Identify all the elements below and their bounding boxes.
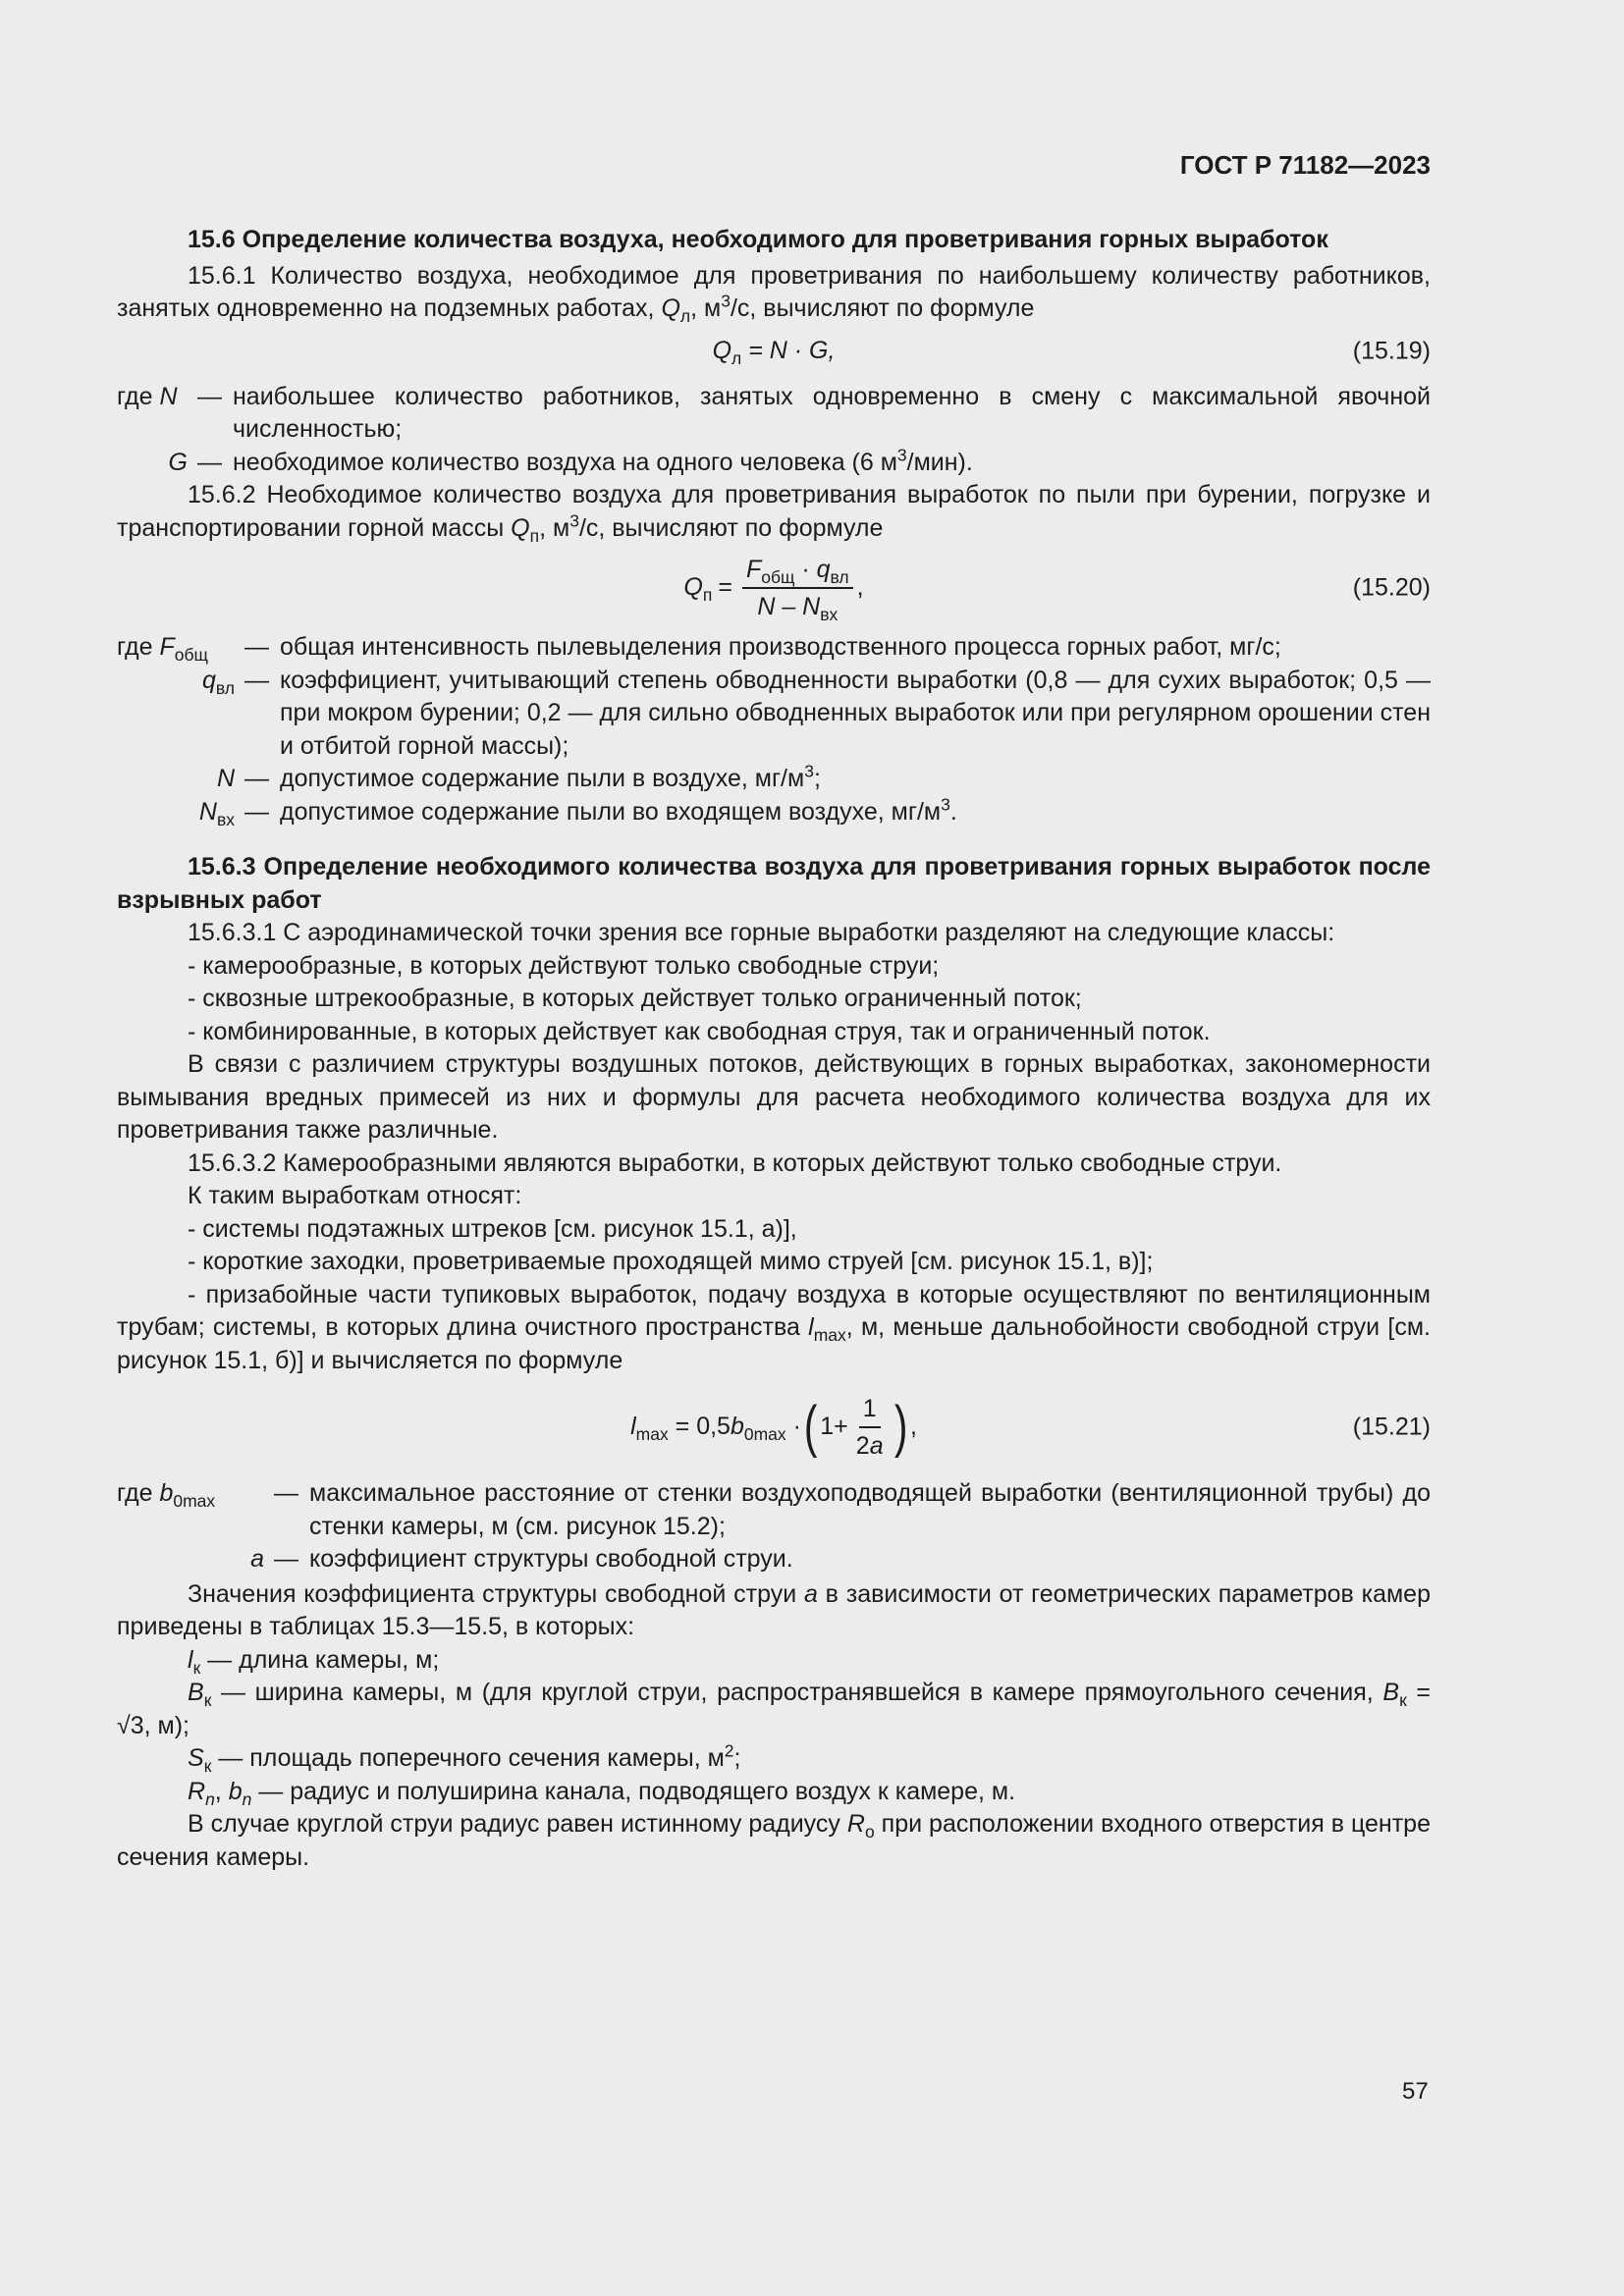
def-text: наибольшее количество работников, занятых одновременно в смену с максимальной явочной численностью; bbox=[233, 382, 1431, 443]
list-item: - камерообразные, в которых действуют только свободные струи; bbox=[188, 951, 940, 980]
formula-15-20: $Q_п$ = $\frac{F_{общ} \cdot q_{вл}}{N - N_{вх}}$ , (15.20) bbox=[683, 556, 1431, 625]
list-item: $B_к$ — ширина камеры, м (для круглой струи, распространявшейся в камере прямоугольного сечения, $B_к = √3$, м); bbox=[117, 1679, 1432, 1739]
def-term: N bbox=[216, 765, 235, 792]
def-text: общая интенсивность пылевыделения производственного процесса горных работ, мг/с; bbox=[280, 633, 1281, 661]
fraction: $\frac{F_{общ} \cdot q_{вл}}{N - N_{вх}}$ bbox=[742, 554, 853, 622]
def-dash: — bbox=[244, 797, 269, 826]
def-term: G bbox=[168, 448, 188, 476]
def-dash: — bbox=[244, 633, 269, 661]
def-text: максимальное расстояние от стенки воздухоподводящей выработки (вентиляционной трубы) до стенки камеры, м (см. рисунок 15.2); bbox=[309, 1479, 1431, 1540]
def-dash: — bbox=[274, 1545, 298, 1573]
list-item: $S_к$ — площадь поперечного сечения камеры, $м^2$; bbox=[188, 1740, 741, 1777]
formula-number: (15.19) bbox=[1352, 336, 1431, 364]
def-dash: — bbox=[197, 448, 222, 476]
formula-15-19: $Q_л = N \cdot G$, (15.19) bbox=[712, 336, 1431, 368]
def-text: допустимое содержание пыли в воздухе, $мг/м^3$; bbox=[280, 761, 821, 792]
fraction: $\frac{1}{2a}$ bbox=[855, 1395, 884, 1460]
list-item: - призабойные части тупиковых выработок, подачу воздуха в которые осуществляют по вентиляционным трубам; системы, в которых длина очистного пространства $l_{max}$, м, меньше дальнобойности свободной струи [см. рисунок 15.1, б)] и вычисляется по формуле bbox=[117, 1280, 1431, 1374]
definitions-15-19 bbox=[117, 381, 1431, 480]
def-term: a bbox=[250, 1545, 264, 1573]
def-dash: — bbox=[244, 666, 269, 694]
def-term: где N bbox=[117, 382, 178, 410]
standard-header: ГОСТ Р 71182—2023 bbox=[1179, 150, 1431, 180]
def-text: коэффициент структуры свободной струи. bbox=[309, 1545, 793, 1573]
def-term: где $F_{общ}$ bbox=[117, 633, 208, 666]
list-item: - комбинированные, в которых действует как свободная струя, так и ограниченный поток. bbox=[188, 1017, 1211, 1045]
paragraph-15-6-1: 15.6.1 Количество воздуха, необходимое для проветривания по наибольшему количеству работников, занятых одновременно на подземных работах, $Q_л$, $м^3/с$, вычисляют по формуле bbox=[117, 261, 1431, 327]
list-item: $l_к$ — длина камеры, м; bbox=[188, 1645, 440, 1678]
paragraph: К таким выработкам относят: bbox=[188, 1182, 522, 1209]
section-heading-15-6: 15.6 Определение количества воздуха, необходимого для проветривания горных выработок bbox=[188, 226, 1328, 253]
def-text: допустимое содержание пыли во входящем воздухе, $мг/м^3$. bbox=[280, 793, 957, 826]
page-content bbox=[117, 224, 1431, 1874]
def-dash: — bbox=[274, 1479, 298, 1507]
paragraph: Значения коэффициента структуры свободной струи a в зависимости от геометрических параметров камер приведены в таблицах 15.3—15.5, в которых: bbox=[117, 1579, 1431, 1640]
list-item: - сквозные штрекообразные, в которых действует только ограниченный поток; bbox=[188, 985, 1082, 1012]
list-item: - системы подэтажных штреков [см. рисунок 15.1, а)], bbox=[188, 1214, 797, 1243]
def-dash: — bbox=[197, 382, 222, 410]
paragraph: В связи с различием структуры воздушных потоков, действующих в горных выработках, закономерности вымывания вредных примесей из них и формулы для расчета необходимого количества воздуха для их проветривания также различные. bbox=[117, 1050, 1431, 1144]
def-term: где $b_{0max}$ bbox=[117, 1479, 216, 1512]
paragraph-15-6-3-1: 15.6.3.1 С аэродинамической точки зрения все горные выработки разделяют на следующие классы: bbox=[188, 919, 1335, 946]
paragraph-15-6-2: 15.6.2 Необходимое количество воздуха для проветривания выработок по пыли при бурении, погрузке и транспортировании горной массы $Q_п$, $м^3/с$, вычисляют по формуле bbox=[117, 481, 1431, 546]
formula-number: (15.20) bbox=[1352, 573, 1431, 602]
def-text: коэффициент, учитывающий степень обводненности выработки (0,8 — для сухих выработок; 0,5 — при мокром бурении; 0,2 — для сильно обводненных выработок или при регулярном орошении стен и отбитой горной массы); bbox=[280, 666, 1431, 760]
def-term: $q_{вл}$ bbox=[201, 666, 235, 698]
list-item: $R_n$, $b_n$ — радиус и полуширина канала, подводящего воздух к камере, м. bbox=[188, 1777, 1016, 1809]
def-text: необходимое количество воздуха на одного человека (6 $м^3/мин$). bbox=[233, 444, 973, 476]
definitions-15-21 bbox=[117, 1477, 1431, 1576]
paragraph-15-6-3-2: 15.6.3.2 Камерообразными являются выработки, в которых действуют только свободные струи. bbox=[188, 1148, 1282, 1177]
def-term: $N_{вх}$ bbox=[198, 797, 235, 829]
formula-15-21: $l_{max} = 0,5b_{0max}$ · ( 1+ $\frac{1}{2a}$ ) , (15.21) bbox=[630, 1395, 1431, 1460]
page-number: 57 bbox=[1402, 2078, 1429, 2105]
formula-number: (15.21) bbox=[1352, 1413, 1431, 1441]
section-heading-15-6-3: 15.6.3 Определение необходимого количества воздуха для проветривания горных выработок после взрывных работ bbox=[117, 853, 1431, 914]
definitions-15-20 bbox=[117, 631, 1431, 828]
paragraph: В случае круглой струи радиус равен истинному радиусу $R_o$ при расположении входного отверстия в центре сечения камеры. bbox=[117, 1810, 1431, 1871]
list-item: - короткие заходки, проветриваемые проходящей мимо струей [см. рисунок 15.1, в)]; bbox=[188, 1248, 1154, 1275]
def-dash: — bbox=[244, 765, 269, 792]
